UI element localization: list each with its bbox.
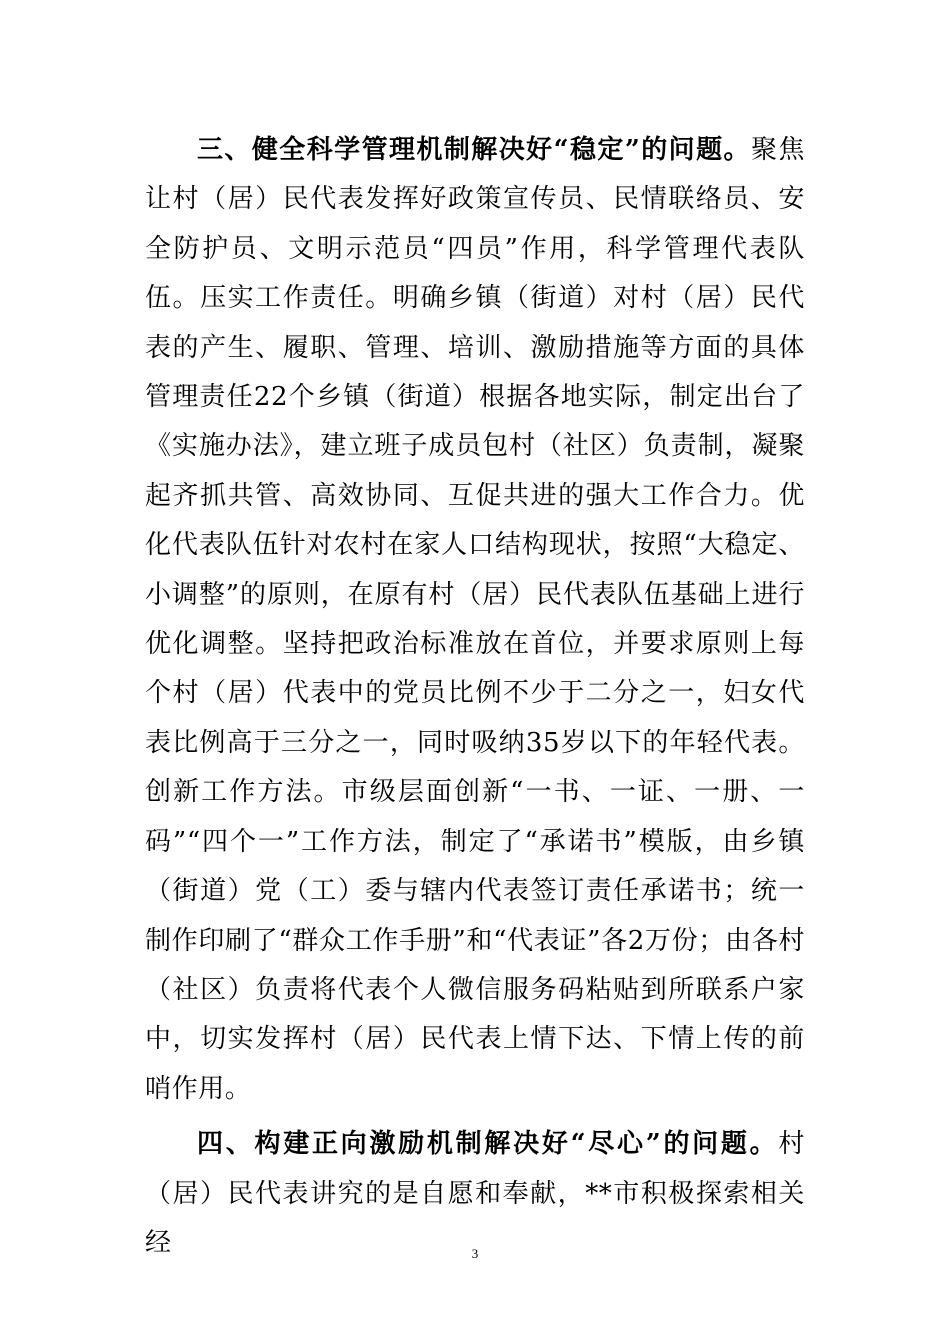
section-three-heading: 三、健全科学管理机制解决好“稳定”的问题。 [197, 135, 751, 165]
page-number: 3 [471, 1246, 479, 1261]
paragraph-section-three [145, 126, 805, 1114]
section-three-text: 聚焦让村（居）民代表发挥好政策宣传员、民情联络员、安全防护员、文明示范员“四员”作用，科学管理代表队伍。压实工作责任。明确乡镇（街道）对村（居）民代表的产生、履职、管理、培训、激励措施等方面的具体管理责任22个乡镇（街道）根据各地实际，制定出台了《实施办法》，建立班子成员包村（社区）负责制，凝聚起齐抓共管、高效协同、互促共进的强大工作合力。优化代表队伍针对农村在家人口结构现状，按照“大稳定、小调整”的原则，在原有村（居）民代表队伍基础上进行优化调整。坚持把政治标准放在首位，并要求原则上每个村（居）代表中的党员比例不少于二分之一，妇女代表比例高于三分之一，同时吸纳35岁以下的年轻代表。创新工作方法。市级层面创新“一书、一证、一册、一码”“四个一”工作方法，制定了“承诺书”模版，由乡镇（街道）党（工）委与辖内代表签订责任承诺书；统一制作印刷了“群众工作手册”和“代表证”各2万份；由各村（社区）负责将代表个人微信服务码粘贴到所联系户家中，切实发挥村（居）民代表上情下达、下情上传的前哨作用。 [145, 135, 805, 1104]
section-four-heading: 四、构建正向激励机制解决好“尽心”的问题。 [197, 1129, 779, 1160]
section-four-text: 村（居）民代表讲究的是自愿和奉献，**市积极探索相关经 [145, 1129, 805, 1258]
document-body [145, 126, 805, 1268]
